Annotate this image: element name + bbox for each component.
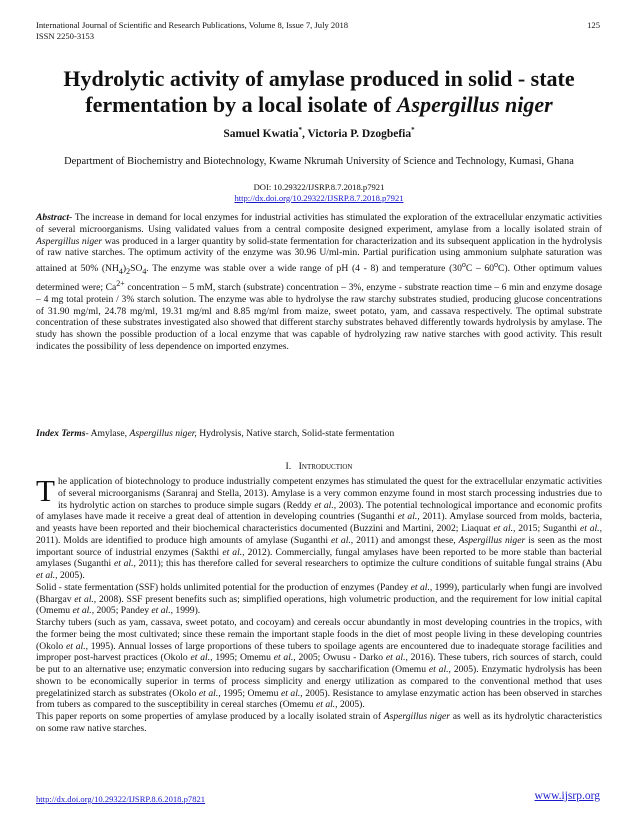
footer-doi-link[interactable]: http://dx.doi.org/10.29322/IJSRP.8.6.2018.p7821	[36, 794, 206, 804]
title-line-1: Hydrolytic activity of amylase produced in solid - state	[63, 66, 575, 91]
doi-link[interactable]: http://dx.doi.org/10.29322/IJSRP.8.7.2018.p7921	[234, 192, 404, 203]
doi-block	[0, 182, 638, 203]
paragraph: The application of biotechnology to produce industrially competent enzymes has stimulated the quest for the extracellular enzymatic activities of several microorganisms (Saranraj and Stella, 2013). Amylase is a very common enzyme found in most starch processing industries due to its hydrolytic action on starches to produce simple sugars (Reddy et al., 2003). The potential technological importance and economic profits of amylases have made it receive a great deal of attention in developing countries (Suganthi et al., 2011). Amylase sourced from molds, bacteria, and yeasts have been reported and their biochemical characteristics documented (Buzzini and Martini, 2002; Liaquat et al., 2015; Suganthi et al., 2011). Molds are identified to produce high amounts of amylase (Suganthi et al., 2011) and amongst these, Aspergillus niger is seen as the most important source of industrial enzymes (Sakthi et al., 2012). Commercially, fungal amylases have been reported to be more stable than bacterial amylases (Suganthi et al., 2011); this has therefore called for several researchers to optimize the culture conditions of suitable fungal strains (Abu et al., 2005).	[36, 473, 603, 581]
paragraph: This paper reports on some properties of amylase produced by a locally isolated strain of Aspergillus niger as well as its hydrolytic characteristics on some raw native starches.	[36, 711, 602, 734]
index-terms: Index Terms- Amylase, Aspergillus niger, Hydrolysis, Native starch, Solid-state fermentation	[36, 428, 395, 439]
journal-citation: International Journal of Scientific and Research Publications, Volume 8, Issue 7, July 2018	[36, 20, 349, 30]
paper-title	[30, 66, 608, 118]
index-terms-label: Index Terms	[36, 428, 86, 439]
paragraph: Starchy tubers (such as yam, cassava, sweet potato, and cocoyam) and cereals occur abundantly in most developing countries in the tropics, with the former being the most cultivated; since these remain the important staple foods in the diet of most people living in these developing countries (Okolo et al., 1995). Annual losses of large proportions of these tubers to spoilage agents are encountered due to inadequate storage facilities and improper post-harvest practices (Okolo et al., 1995; Omemu et al., 2005; Owusu - Darko et al., 2016). These tubers, rich sources of starch, could be put to an alternative use; enzymatic conversion into reducing sugars by saccharification (Omemu et al., 2005). Enzymatic hydrolysis has been shown to be economically superior in terms of process simplicity and energy utilization as compared to the conventional method that uses pregelatinized starch as substrates (Okolo et al., 1995; Omemu et al., 2005). Resistance to amylase enzymatic action has been observed in starches from tubers as compared to the susceptibility in cereal starches (Omemu et al., 2005).	[36, 617, 602, 711]
author-name: Samuel Kwatia	[223, 127, 299, 140]
section-heading: I. Introduction	[285, 461, 353, 472]
introduction-body	[36, 473, 603, 735]
doi-label: DOI: 10.29322/IJSRP.8.7.2018.p7921	[253, 182, 385, 192]
author-list: Samuel Kwatia*, Victoria P. Dzogbefia*	[223, 126, 415, 140]
page-number: 125	[587, 20, 600, 30]
issn: ISSN 2250-3153	[36, 30, 95, 41]
abstract-label: Abstract-	[36, 212, 73, 223]
title-line-2: fermentation by a local isolate of Aspergillus niger	[85, 92, 553, 117]
drop-cap: T	[36, 473, 55, 508]
footer-site-link[interactable]: www.ijsrp.org	[534, 790, 600, 802]
affiliation: Department of Biochemistry and Biotechnology, Kwame Nkrumah University of Science and Technology, Kumasi, Ghana	[64, 156, 574, 167]
author-name: Victoria P. Dzogbefia	[307, 127, 412, 140]
abstract: Abstract- The increase in demand for local enzymes for industrial activities has stimulated the exploration of the extracellular enzymatic activities of several microorganisms. Using validated values from a central composite designed experiment, amylase from a locally isolated strain of Aspergillus niger was produced in a larger quantity by solid-state fermentation for characterization and its subsequent application in the hydrolysis of raw native starches. The optimum activity of the enzyme was 30.96 U/ml-min. Partial purification using ammonium sulphate saturation was attained at 50% $(NH_4)_2SO_4$. The enzyme was stable over a wide range of pH (4 - 8) and temperature (30$^o$C – 60$^o$C). Other optimum values determined were; $Ca^{2+}$ concentration – 5 mM, starch (substrate) concentration – 3%, enzyme - substrate reaction time – 6 min and enzyme dosage – 4 mg total protein / 3% starch solution. The enzyme was able to hydrolyse the raw starchy substrates studied, producing glucose concentrations of 31.90 mg/ml, 24.78 mg/ml, 19.31 mg/ml and 8.85 mg/ml from maize, sweet potato, yam, and cassava respectively. The optimal substrate concentration of these substrates investigated also showed that different starchy substrates behaved differently towards hydrolysis by amylase. The study has shown the possible production of a local enzyme that was capable of hydrolyzing raw native starches with good activity. This result indicates the possibility of less dependence on imported enzymes.	[36, 212, 603, 352]
running-header	[36, 20, 348, 41]
paragraph: Solid - state fermentation (SSF) holds unlimited potential for the production of enzymes (Pandey et al., 1999), particularly when fungi are involved (Bhargav et al., 2008). SSF present benefits such as; simplified operations, high volumetric production, and the requirement for low initial capital (Omemu et al., 2005; Pandey et al., 1999).	[36, 581, 603, 617]
